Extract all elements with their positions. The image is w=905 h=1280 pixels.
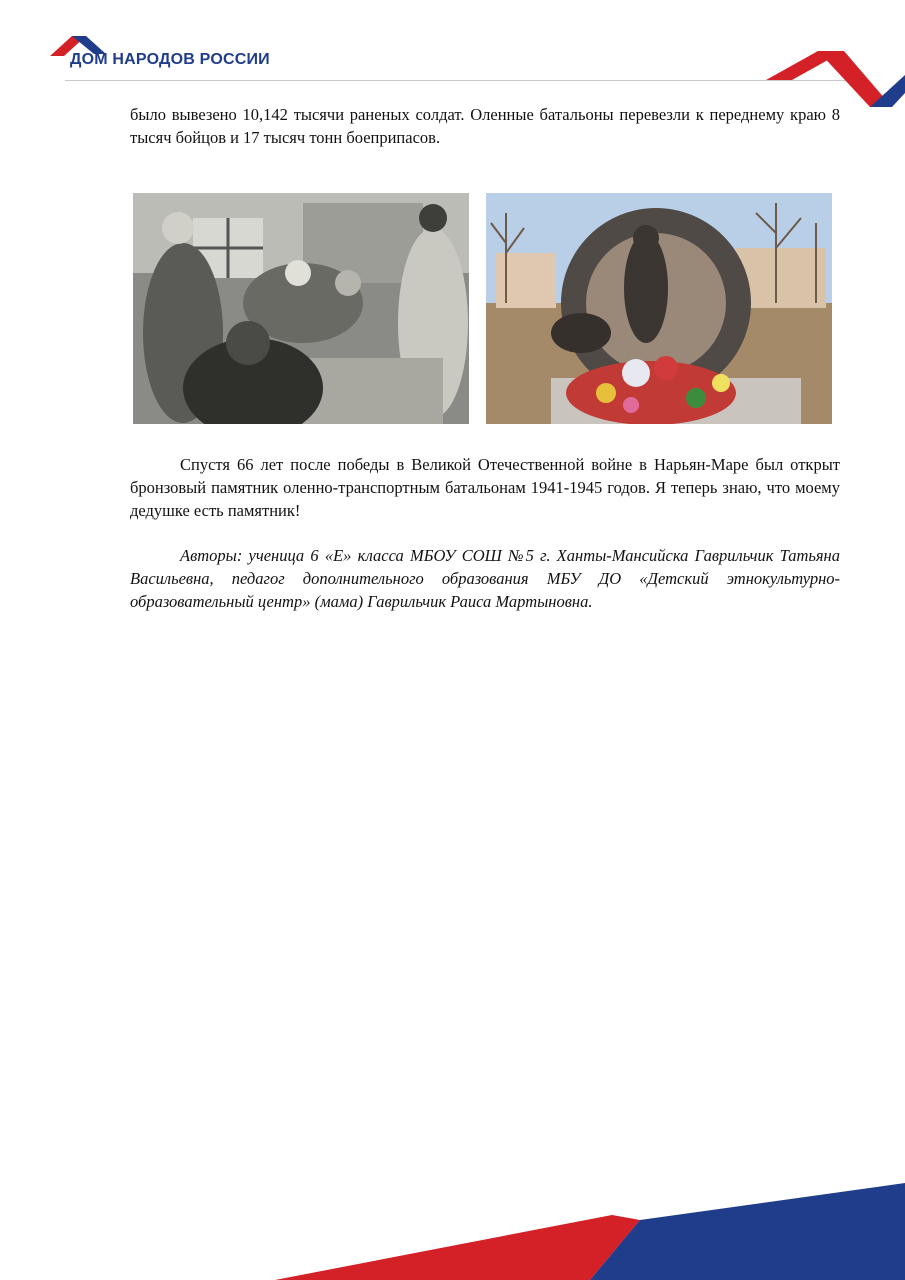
logo-text: ДОМ НАРОДОВ РОССИИ <box>70 51 270 68</box>
logo <box>50 34 280 74</box>
header-divider <box>65 80 865 81</box>
paragraph-monument: Спустя 66 лет после победы в Великой Отечественной войне в Нарьян-Маре был открыт бронзовый памятник оленно-транспортным батальонам 1941-1945 годов. Я теперь знаю, что моему дедушке есть памятник! <box>130 455 840 520</box>
authors-paragraph: Авторы: ученица 6 «Е» класса МБОУ СОШ №5 г. Ханты-Мансийска Гаврильчик Татьяна Васильевна, педагог дополнительного образования МБУ ДО «Детский этнокультурно-образовательный центр» (мама) Гаврильчик Раиса Мартыновна. <box>130 546 840 611</box>
footer-decoration <box>0 1175 905 1280</box>
historical-photo <box>133 193 469 424</box>
paragraph-intro: было вывезено 10,142 тысячи раненых солдат. Оленные батальоны перевезли к переднему краю 8 тысяч бойцов и 17 тысяч тонн боеприпасов. <box>130 105 840 147</box>
monument-photo <box>486 193 832 424</box>
